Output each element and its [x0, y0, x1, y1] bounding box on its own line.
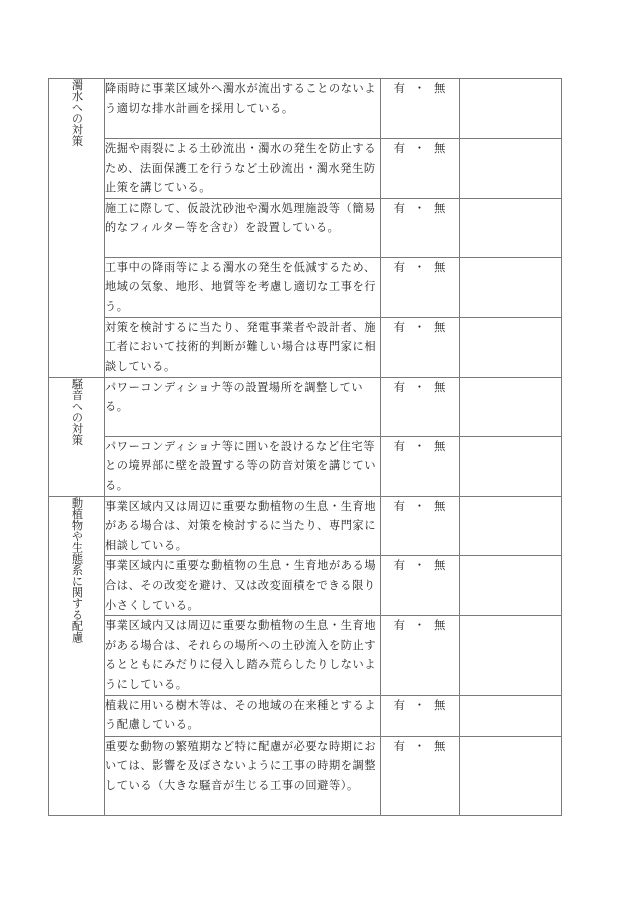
option-no[interactable]: 無 — [434, 619, 447, 633]
yes-no-choice — [381, 496, 460, 556]
category-cell — [49, 377, 105, 496]
checklist-item-text: 重要な動物の繁殖期など特に配慮が必要な時期においては、影響を及ぼさないように工事の時期を調整している（大きな騒音が生じる工事の回避等）。 — [105, 736, 381, 815]
category-label: 動植物や生態系に関する配慮 — [70, 496, 84, 643]
yes-no-choice — [381, 556, 460, 616]
option-separator: ・ — [413, 559, 427, 573]
option-separator: ・ — [413, 201, 427, 215]
note-cell[interactable] — [460, 695, 562, 736]
option-yes[interactable]: 有 — [393, 619, 406, 633]
yes-no-choice — [381, 377, 460, 436]
option-no[interactable]: 無 — [434, 142, 447, 155]
checklist-item-text: 洗掘や雨裂による土砂流出・濁水の発生を防止するため、法面保護工を行うなど土砂流出・濁水発生防止策を講じている。 — [105, 139, 381, 199]
note-cell[interactable] — [460, 616, 562, 695]
yes-no-choice — [381, 79, 460, 139]
checklist-body — [49, 79, 562, 816]
table-row — [49, 736, 562, 815]
option-no[interactable]: 無 — [434, 499, 447, 513]
checklist-item-text: 降雨時に事業区域外へ濁水が流出することのないよう適切な排水計画を採用している。 — [105, 79, 381, 139]
option-no[interactable]: 無 — [434, 559, 447, 573]
table-row — [49, 139, 562, 199]
option-separator: ・ — [413, 439, 427, 453]
note-cell[interactable] — [460, 496, 562, 556]
table-row — [49, 79, 562, 139]
option-separator: ・ — [413, 260, 427, 274]
option-no[interactable]: 無 — [434, 320, 447, 334]
option-no[interactable]: 無 — [434, 739, 447, 753]
note-cell[interactable] — [460, 377, 562, 436]
checklist-item-text: 工事中の降雨等による濁水の発生を低減するため、地域の気象、地形、地質等を考慮し適切な工事を行う。 — [105, 257, 381, 317]
note-cell[interactable] — [460, 198, 562, 257]
category-cell — [49, 79, 105, 378]
note-cell[interactable] — [460, 736, 562, 815]
note-cell[interactable] — [460, 79, 562, 139]
option-separator: ・ — [413, 380, 427, 394]
yes-no-choice — [381, 695, 460, 736]
table-row — [49, 436, 562, 496]
yes-no-choice — [381, 616, 460, 695]
option-no[interactable]: 無 — [434, 82, 447, 95]
checklist-item-text: 対策を検討するに当たり、発電事業者や設計者、施工者において技術的判断が難しい場合は専門家に相談している。 — [105, 317, 381, 377]
table-row — [49, 616, 562, 695]
table-row — [49, 377, 562, 436]
yes-no-choice — [381, 139, 460, 199]
checklist-item-text: パワーコンディショナ等に囲いを設けるなど住宅等との境界部に壁を設置する等の防音対策を講じている。 — [105, 436, 381, 496]
yes-no-choice — [381, 198, 460, 257]
checklist-item-text: パワーコンディショナ等の設置場所を調整している。 — [105, 377, 381, 436]
option-separator: ・ — [413, 698, 427, 712]
table-row — [49, 257, 562, 317]
environmental-checklist-table — [48, 78, 562, 816]
yes-no-choice — [381, 317, 460, 377]
option-yes[interactable]: 有 — [393, 499, 406, 513]
option-yes[interactable]: 有 — [393, 82, 406, 95]
note-cell[interactable] — [460, 556, 562, 616]
option-no[interactable]: 無 — [434, 380, 447, 394]
option-separator: ・ — [413, 82, 427, 95]
option-yes[interactable]: 有 — [393, 320, 406, 334]
option-yes[interactable]: 有 — [393, 142, 406, 155]
note-cell[interactable] — [460, 317, 562, 377]
option-yes[interactable]: 有 — [393, 380, 406, 394]
option-no[interactable]: 無 — [434, 260, 447, 274]
table-row — [49, 695, 562, 736]
option-yes[interactable]: 有 — [393, 439, 406, 453]
category-label: 騒音への対策 — [70, 377, 84, 445]
option-no[interactable]: 無 — [434, 698, 447, 712]
table-row — [49, 198, 562, 257]
category-cell — [49, 496, 105, 815]
category-label: 濁水への対策 — [70, 79, 84, 147]
option-yes[interactable]: 有 — [393, 698, 406, 712]
yes-no-choice — [381, 436, 460, 496]
yes-no-choice — [381, 736, 460, 815]
note-cell[interactable] — [460, 436, 562, 496]
table-row — [49, 496, 562, 556]
checklist-item-text: 施工に際して、仮設沈砂池や濁水処理施設等（簡易的なフィルター等を含む）を設置している。 — [105, 198, 381, 257]
checklist-item-text: 事業区域内又は周辺に重要な動植物の生息・生育地がある場合は、対策を検討するに当たり、専門家に相談している。 — [105, 496, 381, 556]
table-row — [49, 556, 562, 616]
option-yes[interactable]: 有 — [393, 739, 406, 753]
checklist-item-text: 事業区域内又は周辺に重要な動植物の生息・生育地がある場合は、それらの場所への土砂流入を防止するとともにみだりに侵入し踏み荒らしたりしないようにしている。 — [105, 616, 381, 695]
checklist-item-text: 植栽に用いる樹木等は、その地域の在来種とするよう配慮している。 — [105, 695, 381, 736]
table-row — [49, 317, 562, 377]
option-separator: ・ — [413, 739, 427, 753]
checklist-item-text: 事業区域内に重要な動植物の生息・生育地がある場合は、その改変を避け、又は改変面積をできる限り小さくしている。 — [105, 556, 381, 616]
note-cell[interactable] — [460, 257, 562, 317]
option-yes[interactable]: 有 — [393, 260, 406, 274]
yes-no-choice — [381, 257, 460, 317]
option-yes[interactable]: 有 — [393, 559, 406, 573]
option-separator: ・ — [413, 320, 427, 334]
note-cell[interactable] — [460, 139, 562, 199]
option-separator: ・ — [413, 142, 427, 155]
option-separator: ・ — [413, 499, 427, 513]
option-yes[interactable]: 有 — [393, 201, 406, 215]
option-no[interactable]: 無 — [434, 201, 447, 215]
option-no[interactable]: 無 — [434, 439, 447, 453]
option-separator: ・ — [413, 619, 427, 633]
